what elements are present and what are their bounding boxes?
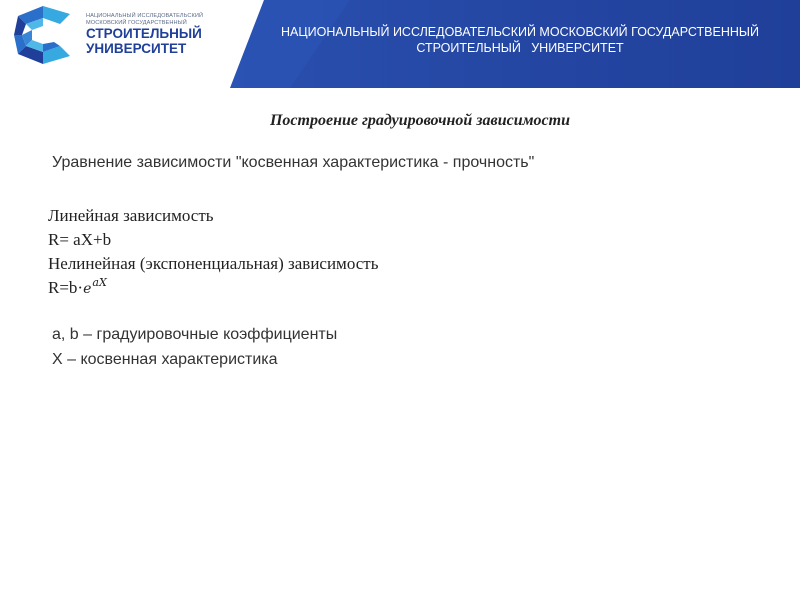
- slide-header: [0, 0, 800, 88]
- header-band: [230, 0, 800, 88]
- nonlinear-formula-exponent: aX: [92, 276, 107, 289]
- definitions-block: [52, 322, 337, 372]
- header-title: [250, 24, 790, 56]
- logo-wordmark: [86, 13, 236, 56]
- equation-subtitle: Уравнение зависимости "косвенная характеристика - прочность": [52, 154, 535, 171]
- nonlinear-formula-base: e: [83, 281, 92, 297]
- header-title-line-1: НАЦИОНАЛЬНЫЙ ИССЛЕДОВАТЕЛЬСКИЙ МОСКОВСКИЙ ГОСУДАРСТВЕННЫЙ: [281, 25, 759, 39]
- linear-formula: R= aX+b: [48, 230, 112, 249]
- slide-title: Построение градуировочной зависимости: [269, 112, 570, 129]
- formula-block: [48, 204, 378, 302]
- definition-indirect-characteristic: X – косвенная характеристика: [52, 351, 278, 368]
- logo-line-2: МОСКОВСКИЙ ГОСУДАРСТВЕННЫЙ: [86, 19, 187, 26]
- logo-line-1: НАЦИОНАЛЬНЫЙ ИССЛЕДОВАТЕЛЬСКИЙ: [86, 13, 204, 19]
- logo-line-3: СТРОИТЕЛЬНЫЙ: [86, 26, 202, 42]
- nonlinear-label: Нелинейная (экспоненциальная) зависимость: [48, 254, 379, 273]
- linear-label: Линейная зависимость: [48, 206, 214, 225]
- definition-coefficients: a, b – градуировочные коэффициенты: [52, 326, 338, 343]
- university-c-logo-icon: [12, 4, 74, 66]
- nonlinear-formula-prefix: R=b·: [48, 278, 84, 297]
- header-title-line-2: СТРОИТЕЛЬНЫЙ УНИВЕРСИТЕТ: [416, 41, 624, 55]
- logo-line-4: УНИВЕРСИТЕТ: [86, 40, 187, 56]
- nonlinear-formula: [48, 276, 378, 302]
